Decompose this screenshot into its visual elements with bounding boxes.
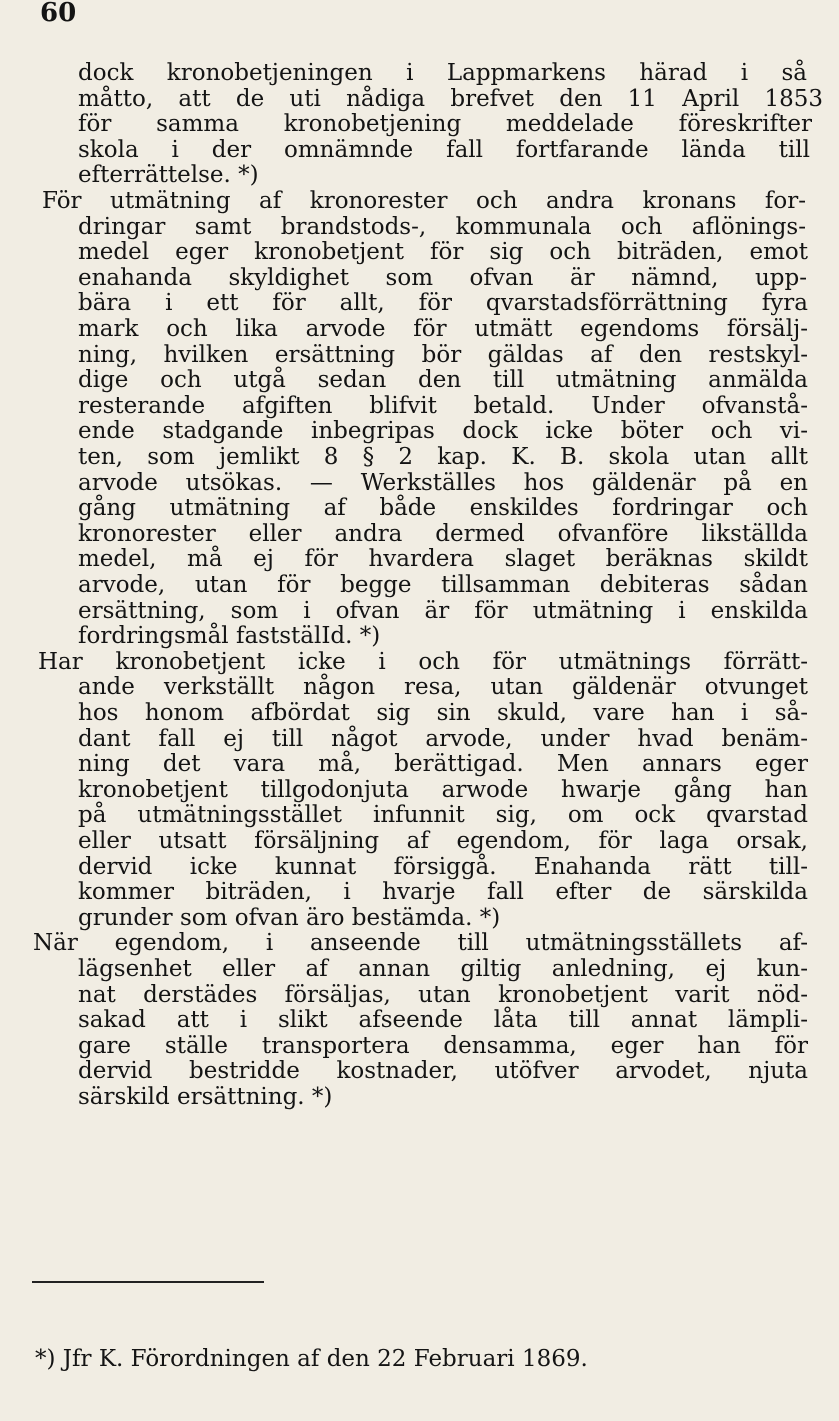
footnote-divider [32, 1281, 264, 1283]
text-line: sakad att i slikt afseende låta till annat lämpli- [78, 1007, 808, 1033]
text-line: efterrättelse. *) [78, 162, 259, 188]
text-line: nat derstädes försäljas, utan kronobetjent varit nöd- [78, 982, 808, 1008]
text-line: ten, som jemlikt 8 § 2 kap. K. B. skola utan allt [78, 444, 808, 470]
text-line: Har kronobetjent icke i och för utmätnings förrätt- [38, 649, 808, 675]
text-line: måtto, att de uti nådiga brefvet den 11 April 1853 [78, 86, 823, 112]
text-line: dervid bestridde kostnader, utöfver arvodet, njuta [78, 1058, 808, 1084]
footnote: *) Jfr K. Förordningen af den 22 Februari 1869. [35, 1346, 588, 1372]
text-line: arvode, utan för begge tillsamman debiteras sådan [78, 572, 808, 598]
text-line: dant fall ej till något arvode, under hvad benäm- [78, 726, 808, 752]
text-line: enahanda skyldighet som ofvan är nämnd, upp- [78, 265, 807, 291]
text-line: gare ställe transportera densamma, eger han för [78, 1033, 808, 1059]
text-line: hos honom afbördat sig sin skuld, vare han i så- [78, 700, 808, 726]
text-line: grunder som ofvan äro bestämda. *) [78, 905, 501, 931]
text-line: skola i der omnämnde fall fortfarande lända till [78, 137, 810, 163]
text-line: lägsenhet eller af annan giltig anledning, ej kun- [78, 956, 808, 982]
text-line: ersättning, som i ofvan är för utmätning i enskilda [78, 598, 808, 624]
text-line: dervid icke kunnat försiggå. Enahanda rätt till- [78, 854, 808, 880]
text-line: mark och lika arvode för utmätt egendoms försälj- [78, 316, 808, 342]
text-line: ning, hvilken ersättning bör gäldas af den restskyl- [78, 342, 808, 368]
text-line: eller utsatt försäljning af egendom, för laga orsak, [78, 828, 808, 854]
text-line: kommer biträden, i hvarje fall efter de särskilda [78, 879, 808, 905]
text-line: ande verkställt någon resa, utan gäldenär otvunget [78, 674, 808, 700]
text-line: dringar samt brandstods-, kommunala och aflönings- [78, 214, 806, 240]
text-line: kronorester eller andra dermed ofvanföre likställda [78, 521, 808, 547]
text-line: bära i ett för allt, för qvarstadsförrättning fyra [78, 290, 808, 316]
text-line: på utmätningsstället infunnit sig, om ock qvarstad [78, 802, 808, 828]
text-line: dige och utgå sedan den till utmätning anmälda [78, 367, 808, 393]
text-line: För utmätning af kronorester och andra kronans for- [42, 188, 806, 214]
text-line: fordringsmål faststälId. *) [78, 623, 381, 649]
text-line: ende stadgande inbegripas dock icke böter och vi- [78, 418, 808, 444]
text-line: arvode utsökas. — Werkställes hos gäldenär på en [78, 470, 808, 496]
text-line: dock kronobetjeningen i Lappmarkens härad i så [78, 60, 807, 86]
text-line: medel, må ej för hvardera slaget beräknas skildt [78, 546, 808, 572]
page-number: 60 [40, 0, 77, 28]
text-line: gång utmätning af både enskildes fordringar och [78, 495, 808, 521]
text-line: ning det vara må, berättigad. Men annars eger [78, 751, 808, 777]
text-line: för samma kronobetjening meddelade föreskrifter [78, 111, 812, 137]
text-line: särskild ersättning. *) [78, 1084, 333, 1110]
text-line: medel eger kronobetjent för sig och biträden, emot [78, 239, 808, 265]
text-line: resterande afgiften blifvit betald. Under ofvanstå- [78, 393, 808, 419]
text-line: kronobetjent tillgodonjuta arwode hwarje gång han [78, 777, 808, 803]
text-line: När egendom, i anseende till utmätningsställets af- [33, 930, 808, 956]
